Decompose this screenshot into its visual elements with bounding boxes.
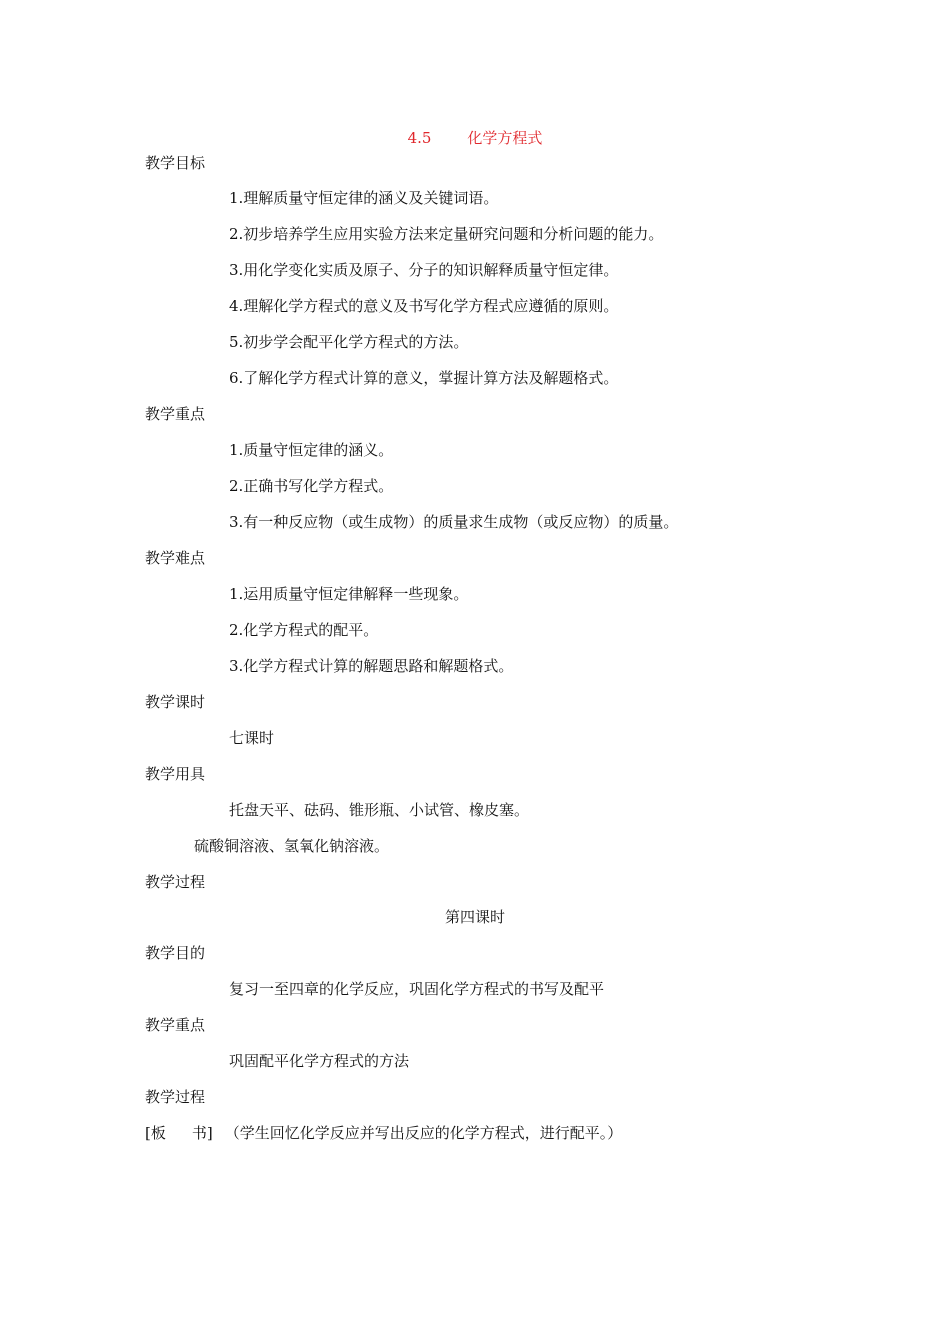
heading-key-points: 教学重点 [145,405,206,423]
section-number: 4.5 [407,129,432,147]
difficulty-item: 3.化学方程式计算的解题思路和解题格式。 [229,657,514,675]
key-point-item: 2.正确书写化学方程式。 [229,477,394,495]
key-point-item: 3.有一种反应物（或生成物）的质量求生成物（或反应物）的质量。 [229,513,679,531]
goal-item: 6.了解化学方程式计算的意义，掌握计算方法及解题格式。 [229,369,619,387]
heading-difficulties: 教学难点 [145,549,206,567]
difficulty-item: 2.化学方程式的配平。 [229,621,379,639]
goal-item: 3.用化学变化实质及原子、分子的知识解释质量守恒定律。 [229,261,619,279]
board-line [145,1123,622,1143]
heading-tools: 教学用具 [145,765,206,783]
heading-purpose: 教学目的 [145,944,206,962]
hours-value: 七课时 [229,729,275,747]
difficulty-item: 1.运用质量守恒定律解释一些现象。 [229,585,469,603]
board-label [145,1123,213,1143]
heading-lesson-process: 教学过程 [145,1088,206,1106]
heading-lesson-key: 教学重点 [145,1016,206,1034]
goal-item: 4.理解化学方程式的意义及书写化学方程式应遵循的原则。 [229,297,619,315]
tool-item: 托盘天平、砝码、锥形瓶、小试管、橡皮塞。 [229,801,530,819]
board-text: （学生回忆化学反应并写出反应的化学方程式，进行配平。） [224,1124,623,1142]
lesson-key-value: 巩固配平化学方程式的方法 [229,1052,410,1070]
goal-item: 1.理解质量守恒定律的涵义及关键词语。 [229,189,499,207]
purpose-value: 复习一至四章的化学反应，巩固化学方程式的书写及配平 [229,980,605,998]
lesson-title: 第四课时 [444,908,505,926]
page-title [0,128,950,148]
board-close: 书] [191,1124,213,1142]
goal-item: 2.初步培养学生应用实验方法来定量研究问题和分析问题的能力。 [229,225,664,243]
key-point-item: 1.质量守恒定律的涵义。 [229,441,394,459]
heading-hours: 教学课时 [145,693,206,711]
tool-item: 硫酸铜溶液、氢氧化钠溶液。 [194,837,390,855]
goal-item: 5.初步学会配平化学方程式的方法。 [229,333,469,351]
heading-process: 教学过程 [145,873,206,891]
section-title: 化学方程式 [467,129,543,147]
board-open: [板 [145,1124,166,1142]
heading-goals: 教学目标 [145,154,206,172]
